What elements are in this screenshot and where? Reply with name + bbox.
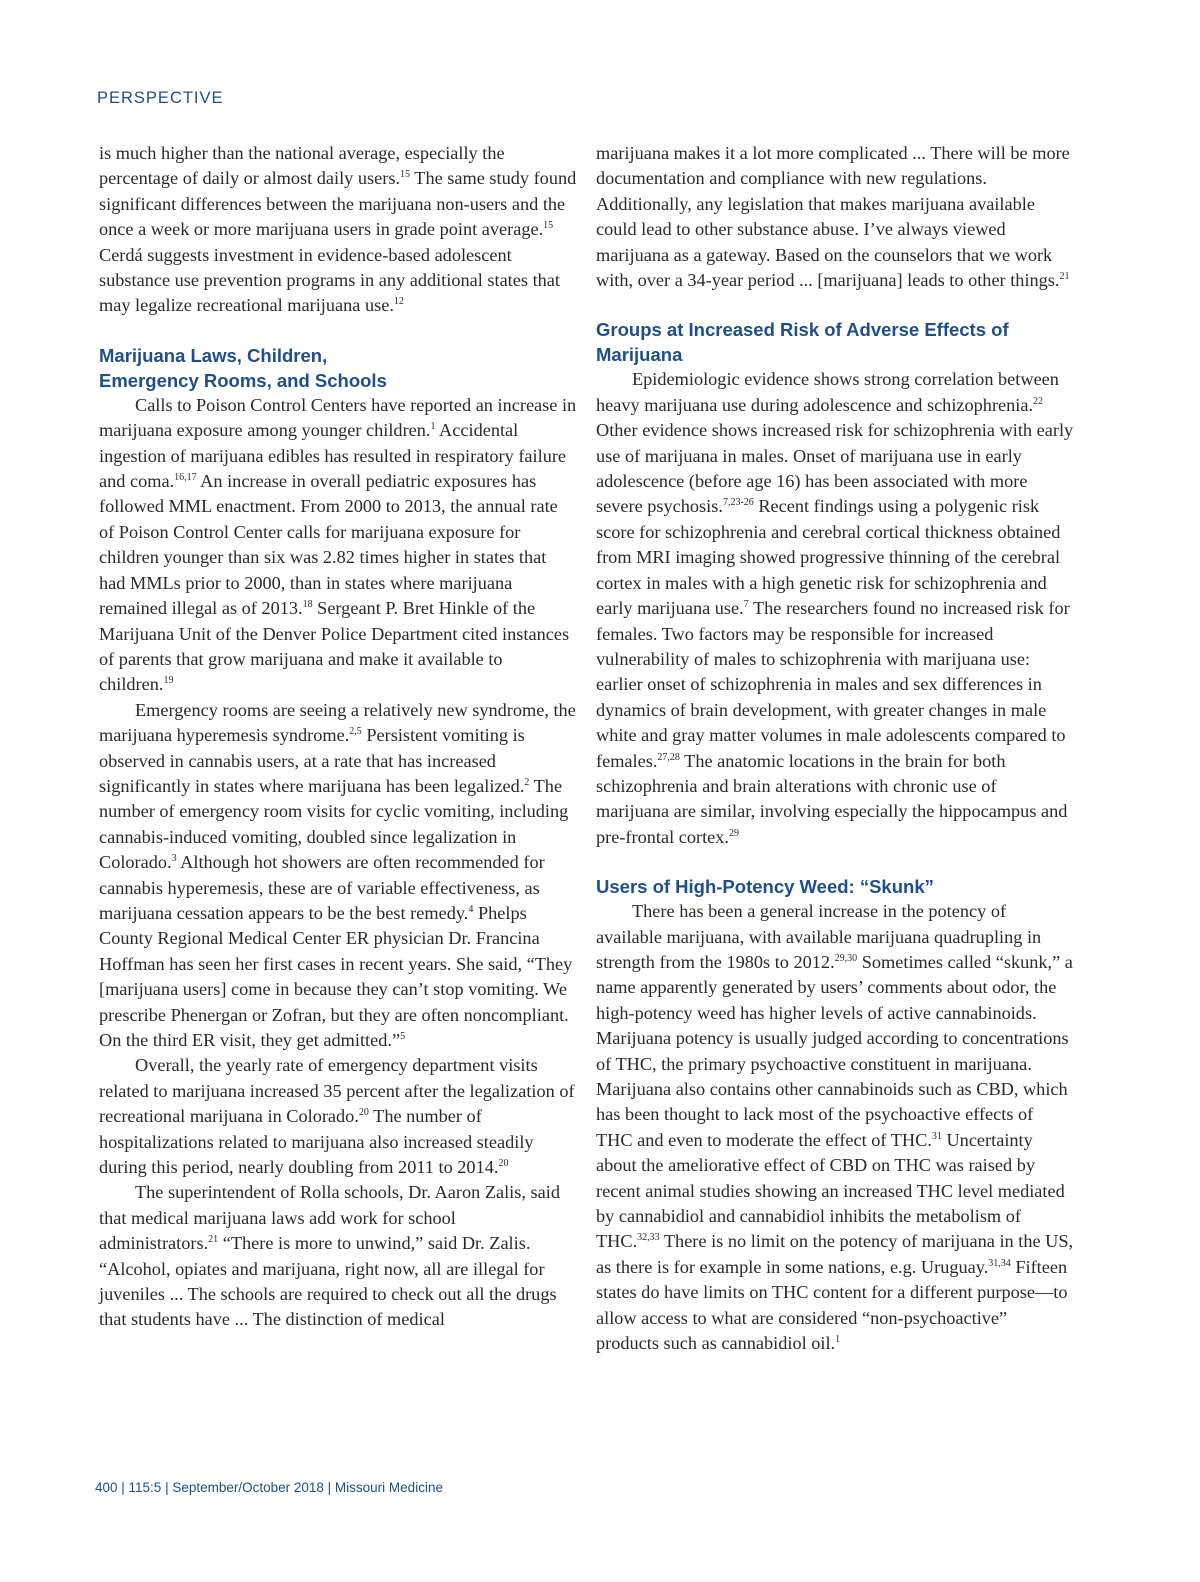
citation-superscript: 7 — [743, 599, 749, 611]
citation-superscript: 2,5 — [349, 726, 362, 738]
citation-superscript: 1 — [835, 1334, 841, 1346]
citation-superscript: 21 — [208, 1234, 219, 1246]
left-intro-paragraph: is much higher than the national average, especially the percentage of daily or almost daily users.$^{15}$ The same study found significant differences between the marijuana non-users and the once a week or more marijuana users in grade point average.$^{15}$ Cerdá suggests investment in evidence-based adolescent substance use prevention programs in any additional states that may legalize recreational marijuana use.$^{12}$ — [99, 143, 577, 316]
right-column — [596, 141, 1074, 1356]
citation-superscript: 29,30 — [834, 952, 858, 964]
citation-superscript: 20 — [358, 1107, 369, 1119]
citation-superscript: 3 — [171, 853, 177, 865]
section-heading-laws — [99, 343, 577, 393]
heading-line: Emergency Rooms, and Schools — [99, 369, 387, 391]
heading-line: Marijuana Laws, Children, — [99, 344, 328, 366]
citation-superscript: 15 — [400, 169, 411, 181]
citation-superscript: 29 — [728, 827, 739, 839]
body-paragraph: Overall, the yearly rate of emergency department visits related to marijuana increased 35 percent after the legalization of recreational marijuana in Colorado.$^{20}$ The number of hospitalizations related to marijuana also increased steadily during this period, nearly doubling from 2011 to 2014.20 — [99, 1055, 575, 1178]
citation-superscript: 21 — [1059, 271, 1070, 283]
heading-line: Users of High-Potency Weed: “Skunk” — [596, 876, 934, 898]
citation-superscript: 20 — [498, 1158, 509, 1170]
citation-superscript: 22 — [1033, 395, 1044, 407]
citation-superscript: 18 — [302, 599, 313, 611]
heading-line: Marijuana — [596, 344, 683, 366]
heading-line: Groups at Increased Risk of Adverse Effects of — [596, 319, 1009, 341]
citation-superscript: 7,23-26 — [722, 497, 754, 509]
body-paragraph: Epidemiologic evidence shows strong correlation between heavy marijuana use during adolescence and schizophrenia.$^{22}$ Other evidence shows increased risk for schizophrenia with early use of marijuana in males. Onset of marijuana use in early adolescence (before age 16) has been associated with more severe psychosis.$^{7,23-26}$ Recent findings using a polygenic risk score for schizophrenia and cerebral cortical thickness obtained from MRI imaging showed progressive thinning of the cerebral cortex in males with a high genetic risk for schizophrenia and early marijuana use.$^7$ The researchers found no increased risk for females. Two factors may be responsible for increased vulnerability of males to schizophrenia with marijuana use: earlier onset of schizophrenia in males and sex differences in dynamics of brain development, with greater changes in male white and gray matter volumes in male adolescents compared to females.$^{27,28}$ The anatomic locations in the brain for both schizophrenia and brain alterations with chronic use of marijuana are similar, involving especially the hippocampus and pre-frontal cortex.$^{29}$ — [596, 369, 1074, 847]
citation-superscript: 27,28 — [657, 751, 680, 763]
citation-superscript: 12 — [393, 296, 404, 308]
citation-superscript: 15 — [543, 220, 554, 232]
citation-superscript: 19 — [163, 675, 174, 687]
body-paragraph: The superintendent of Rolla schools, Dr. Aaron Zalis, said that medical marijuana laws add work for school administrators.$^{21}$ “There is more to unwind,” said Dr. Zalis. “Alcohol, opiates and marijuana, right now, all are illegal for juveniles ... The schools are required to check out all the drugs that students have ... The distinction of medical — [99, 1182, 560, 1330]
body-paragraph: Emergency rooms are seeing a relatively new syndrome, the marijuana hyperemesis syndrome.$^{2,5}$ Persistent vomiting is observed in cannabis users, at a rate that has increased significantly in states where marijuana has been legalized.$^2$ The number of emergency room visits for cyclic vomiting, including cannabis-induced vomiting, doubled since legalization in Colorado.$^3$ Although hot showers are often recommended for cannabis hyperemesis, these are of variable effectiveness, as marijuana cessation appears to be the best remedy.$^4$ Phelps County Regional Medical Center ER physician Dr. Francina Hoffman has seen her first cases in recent years. She said, “They [marijuana users] come in because they can’t stop vomiting. We prescribe Phenergan or Zofran, but they are often noncompliant. On the third ER visit, they get admitted.”$^5$ — [99, 699, 576, 1050]
citation-superscript: 31,34 — [988, 1257, 1011, 1269]
citation-superscript: 31 — [931, 1130, 942, 1142]
citation-superscript: 32,33 — [637, 1232, 660, 1244]
citation-superscript: 1 — [430, 421, 436, 433]
left-column — [99, 141, 577, 1333]
citation-superscript: 4 — [468, 903, 474, 915]
page-footer: 400 | 115:5 | September/October 2018 | Missouri Medicine — [95, 1480, 443, 1495]
section-label: PERSPECTIVE — [97, 89, 224, 107]
body-paragraph: Calls to Poison Control Centers have reported an increase in marijuana exposure among younger children.$^1$ Accidental ingestion of marijuana edibles has resulted in respiratory failure and coma.$^{16,17}$ An increase in overall pediatric exposures has followed MML enactment. From 2000 to 2013, the annual rate of Poison Control Center calls for marijuana exposure for children younger than six was 2.82 times higher in states that had MMLs prior to 2000, than in states where marijuana remained illegal as of 2013.18 Sergeant P. Bret Hinkle of the Marijuana Unit of the Denver Police Department cited instances of parents that grow marijuana and make it available to children.$^{19}$ — [99, 394, 577, 695]
citation-superscript: 16,17 — [174, 472, 197, 484]
citation-superscript: 2 — [524, 776, 530, 788]
right-intro-paragraph: marijuana makes it a lot more complicated ... There will be more documentation and compliance with new regulations. Additionally, any legislation that makes marijuana available could lead to other substance abuse. I’ve always viewed marijuana as a gateway. Based on the counselors that we work with, over a 34-year period ... [marijuana] leads to other things.$^{21}$ — [596, 143, 1070, 291]
body-paragraph: There has been a general increase in the potency of available marijuana, with available marijuana quadrupling in strength from the 1980s to 2012.$^{29,30}$ Sometimes called “skunk,” a name apparently generated by users’ comments about odor, the high-potency weed has higher levels of active cannabinoids. Marijuana potency is usually judged according to concentrations of THC, the primary psychoactive constituent in marijuana. Marijuana also contains other cannabinoids such as CBD, which has been thought to lack most of the psychoactive effects of THC and even to moderate the effect of THC.$^{31}$ Uncertainty about the ameliorative effect of CBD on THC was raised by recent animal studies showing an increased THC level mediated by cannabidiol and cannabidiol inhibits the metabolism of THC.$^{32,33}$ There is no limit on the potency of marijuana in the US, as there is for example in some nations, e.g. Uruguay.$^{31,34}$ Fifteen states do have limits on THC content for a different purpose—to allow access to what are considered “non-psychoactive” products such as cannabidiol oil.$^1$ — [596, 901, 1074, 1354]
section-heading-risk-groups — [596, 317, 1074, 367]
citation-superscript: 5 — [400, 1031, 406, 1042]
section-heading-skunk — [596, 874, 1074, 899]
